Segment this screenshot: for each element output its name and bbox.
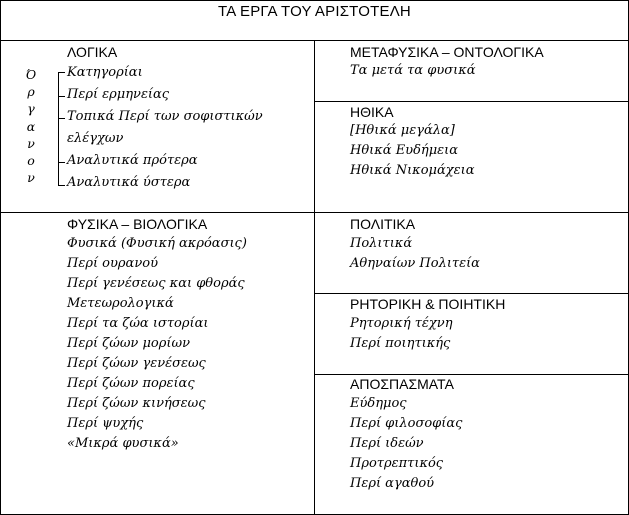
bracket-tick xyxy=(59,96,65,97)
cell-divider-fragments xyxy=(314,374,629,375)
fragments-heading: ΑΠΟΣΠΑΣΜΑΤΑ xyxy=(350,376,454,392)
fragments-item: Περί ιδεών xyxy=(350,436,424,451)
cell-divider-ethics xyxy=(314,101,629,102)
logic-item: Τοπικά Περί των σοφιστικών xyxy=(67,109,263,124)
physics-item: «Μικρά φυσικά» xyxy=(67,436,179,451)
physics-item: Φυσικά (Φυσική ακρόασις) xyxy=(67,236,247,251)
logic-item: Αναλυτικά πρότερα xyxy=(67,153,198,168)
organon-bracket xyxy=(58,72,65,186)
organon-letter: Ό xyxy=(25,67,37,82)
logic-item: Αναλυτικά ύστερα xyxy=(67,175,191,190)
physics-item: Περί γενέσεως και φθοράς xyxy=(67,276,245,291)
rhetoric-heading: ΡΗΤΟΡΙΚΗ & ΠΟΙΗΤΙΚΗ xyxy=(350,296,506,312)
bracket-tick xyxy=(59,118,65,119)
bracket-tick xyxy=(59,162,65,163)
fragments-item: Περί αγαθού xyxy=(350,476,435,491)
physics-item: Περί ζώων μορίων xyxy=(67,336,190,351)
organon-letter: γ xyxy=(27,101,35,117)
physics-item: Περί τα ζώα ιστορίαι xyxy=(67,316,209,331)
fragments-item: Περί φιλοσοφίας xyxy=(350,416,463,431)
physics-item: Περί ζώων γενέσεως xyxy=(67,356,206,371)
ethics-heading: ΗΘΙΚΑ xyxy=(350,104,394,120)
rhetoric-item: Περί ποιητικής xyxy=(350,336,451,351)
organon-letter: ν xyxy=(27,135,35,151)
politics-item: Αθηναίων Πολιτεία xyxy=(350,256,480,271)
logic-item: Κατηγορίαι xyxy=(67,65,143,80)
organon-letter: ν xyxy=(27,170,35,186)
logic-heading: ΛΟΓΙΚΑ xyxy=(67,44,118,60)
organon-letter: α xyxy=(26,118,36,134)
rhetoric-item: Ρητορική τέχνη xyxy=(350,316,453,331)
cell-divider-rhetoric xyxy=(314,293,629,294)
fragments-item: Προτρεπτικός xyxy=(350,456,444,471)
physics-heading: ΦΥΣΙΚΑ – ΒΙΟΛΟΓΙΚΑ xyxy=(67,216,208,232)
logic-item: ελέγχων xyxy=(67,131,124,146)
metaphysics-item: Τα μετά τα φυσικά xyxy=(350,63,476,78)
logic-item: Περί ερμηνείας xyxy=(67,87,170,102)
ethics-item: Ηθικά Νικομάχεια xyxy=(350,163,475,178)
organon-letter: ρ xyxy=(27,84,35,100)
physics-item: Περί ζώων πορείας xyxy=(67,376,195,391)
politics-heading: ΠΟΛΙΤΙΚΑ xyxy=(350,216,416,232)
politics-item: Πολιτικά xyxy=(350,236,413,251)
physics-item: Περί ζώων κινήσεως xyxy=(67,396,206,411)
physics-item: Περί ουρανού xyxy=(67,256,158,271)
physics-item: Περί ψυχής xyxy=(67,416,144,431)
ethics-item: [Ηθικά μεγάλα] xyxy=(350,123,455,138)
metaphysics-heading: ΜΕΤΑΦΥΣΙΚΑ – ΟΝΤΟΛΟΓΙΚΑ xyxy=(350,44,544,60)
organon-vertical-label xyxy=(24,66,38,186)
fragments-item: Εύδημος xyxy=(350,396,407,411)
ethics-item: Ηθικά Ευδήμεια xyxy=(350,143,459,158)
table-title: ΤΑ ΕΡΓΑ ΤΟΥ ΑΡΙΣΤΟΤΕΛΗ xyxy=(218,3,411,20)
organon-letter: ο xyxy=(27,152,35,168)
physics-item: Μετεωρολογικά xyxy=(67,296,174,311)
column-divider xyxy=(314,40,315,515)
